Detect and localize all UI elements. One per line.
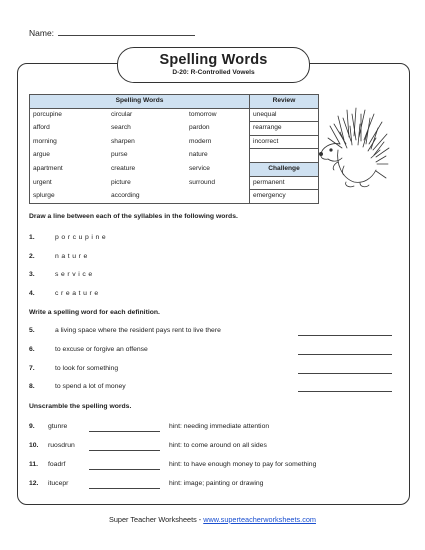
item-number: 5.	[29, 327, 35, 334]
porcupine-illustration-icon	[316, 104, 390, 194]
table-row	[30, 162, 319, 176]
scrambled-word: foadrf	[48, 461, 66, 468]
item-number: 7.	[29, 365, 35, 372]
definition-text: to look for something	[55, 365, 119, 372]
spelling-word: modern	[186, 135, 250, 149]
answer-line[interactable]	[89, 487, 160, 489]
hint-text: hint: to have enough money to pay for something	[169, 461, 317, 468]
table-row	[30, 190, 319, 204]
challenge-header: Challenge	[250, 162, 319, 176]
section2-heading: Write a spelling word for each definition.	[29, 309, 160, 316]
answer-line[interactable]	[298, 390, 392, 392]
answer-line[interactable]	[298, 334, 392, 336]
footer	[0, 515, 425, 524]
answer-line[interactable]	[89, 468, 160, 470]
spelling-empty-cell	[186, 190, 250, 204]
hint-text: hint: image; painting or drawing	[169, 480, 264, 487]
challenge-word: permanent	[250, 176, 319, 190]
answer-line[interactable]	[298, 372, 392, 374]
page-title: Spelling Words	[159, 52, 268, 68]
table-row	[30, 122, 319, 136]
name-label: Name:	[29, 28, 55, 38]
answer-line[interactable]	[298, 353, 392, 355]
hint-text: hint: needing immediate attention	[169, 423, 270, 430]
spelling-word: tomorrow	[186, 108, 250, 122]
item-number: 10.	[29, 442, 39, 449]
syllable-word: porcupine	[55, 234, 109, 241]
hint-text: hint: to come around on all sides	[169, 442, 267, 449]
section1-heading: Draw a line between each of the syllables in the following words.	[29, 213, 238, 220]
review-empty-cell	[250, 149, 319, 163]
title-box	[117, 47, 310, 83]
spelling-word: afford	[30, 122, 109, 136]
table-row	[30, 108, 319, 122]
page-subtitle: D-20: R-Controlled Vowels	[172, 69, 255, 76]
answer-line[interactable]	[89, 449, 160, 451]
spelling-word: apartment	[30, 162, 109, 176]
spelling-word: picture	[111, 178, 131, 186]
item-number: 8.	[29, 383, 35, 390]
item-number: 11.	[29, 461, 39, 468]
spelling-word-table	[29, 94, 319, 204]
spelling-word: service	[186, 162, 250, 176]
syllable-word: creature	[55, 290, 101, 297]
item-number: 3.	[29, 271, 35, 278]
scrambled-word: ruosdrun	[48, 442, 75, 449]
spelling-word: surround	[186, 176, 250, 190]
definition-text: a living space where the resident pays rent to live there	[55, 327, 221, 334]
spelling-word: splurge	[30, 190, 109, 204]
scrambled-word: gtunre	[48, 423, 68, 430]
item-number: 6.	[29, 346, 35, 353]
spelling-word: circular	[111, 110, 133, 118]
spelling-word: search	[111, 124, 131, 132]
spelling-word: purse	[111, 151, 128, 159]
spelling-word: porcupine	[30, 108, 109, 122]
answer-line[interactable]	[89, 430, 160, 432]
review-header: Review	[250, 95, 319, 109]
spelling-word: morning	[30, 135, 109, 149]
spelling-word: argue	[30, 149, 109, 163]
section3-heading: Unscramble the spelling words.	[29, 403, 132, 410]
item-number: 1.	[29, 234, 35, 241]
table-row	[30, 176, 319, 190]
syllable-word: service	[55, 271, 95, 278]
review-word: rearrange	[250, 122, 319, 136]
item-number: 4.	[29, 290, 35, 297]
item-number: 2.	[29, 253, 35, 260]
review-word: unequal	[250, 108, 319, 122]
spelling-word: nature	[186, 149, 250, 163]
footer-link[interactable]: www.superteacherworksheets.com	[203, 515, 316, 524]
name-row	[29, 27, 195, 38]
challenge-word: emergency	[250, 190, 319, 204]
table-row	[30, 135, 319, 149]
spelling-word: creature	[111, 164, 136, 172]
scrambled-word: itucepr	[48, 480, 69, 487]
spelling-words-header: Spelling Words	[30, 95, 250, 109]
review-word: incorrect	[250, 135, 319, 149]
spelling-word: urgent	[30, 176, 109, 190]
spelling-word: pardon	[186, 122, 250, 136]
definition-text: to spend a lot of money	[55, 383, 126, 390]
footer-text: Super Teacher Worksheets -	[109, 515, 204, 524]
spelling-word: according	[108, 190, 186, 204]
syllable-word: nature	[55, 253, 90, 260]
table-row	[30, 149, 319, 163]
name-input-line[interactable]	[58, 27, 195, 36]
spelling-word: sharpen	[111, 137, 135, 145]
definition-text: to excuse or forgive an offense	[55, 346, 148, 353]
item-number: 9.	[29, 423, 35, 430]
item-number: 12.	[29, 480, 39, 487]
